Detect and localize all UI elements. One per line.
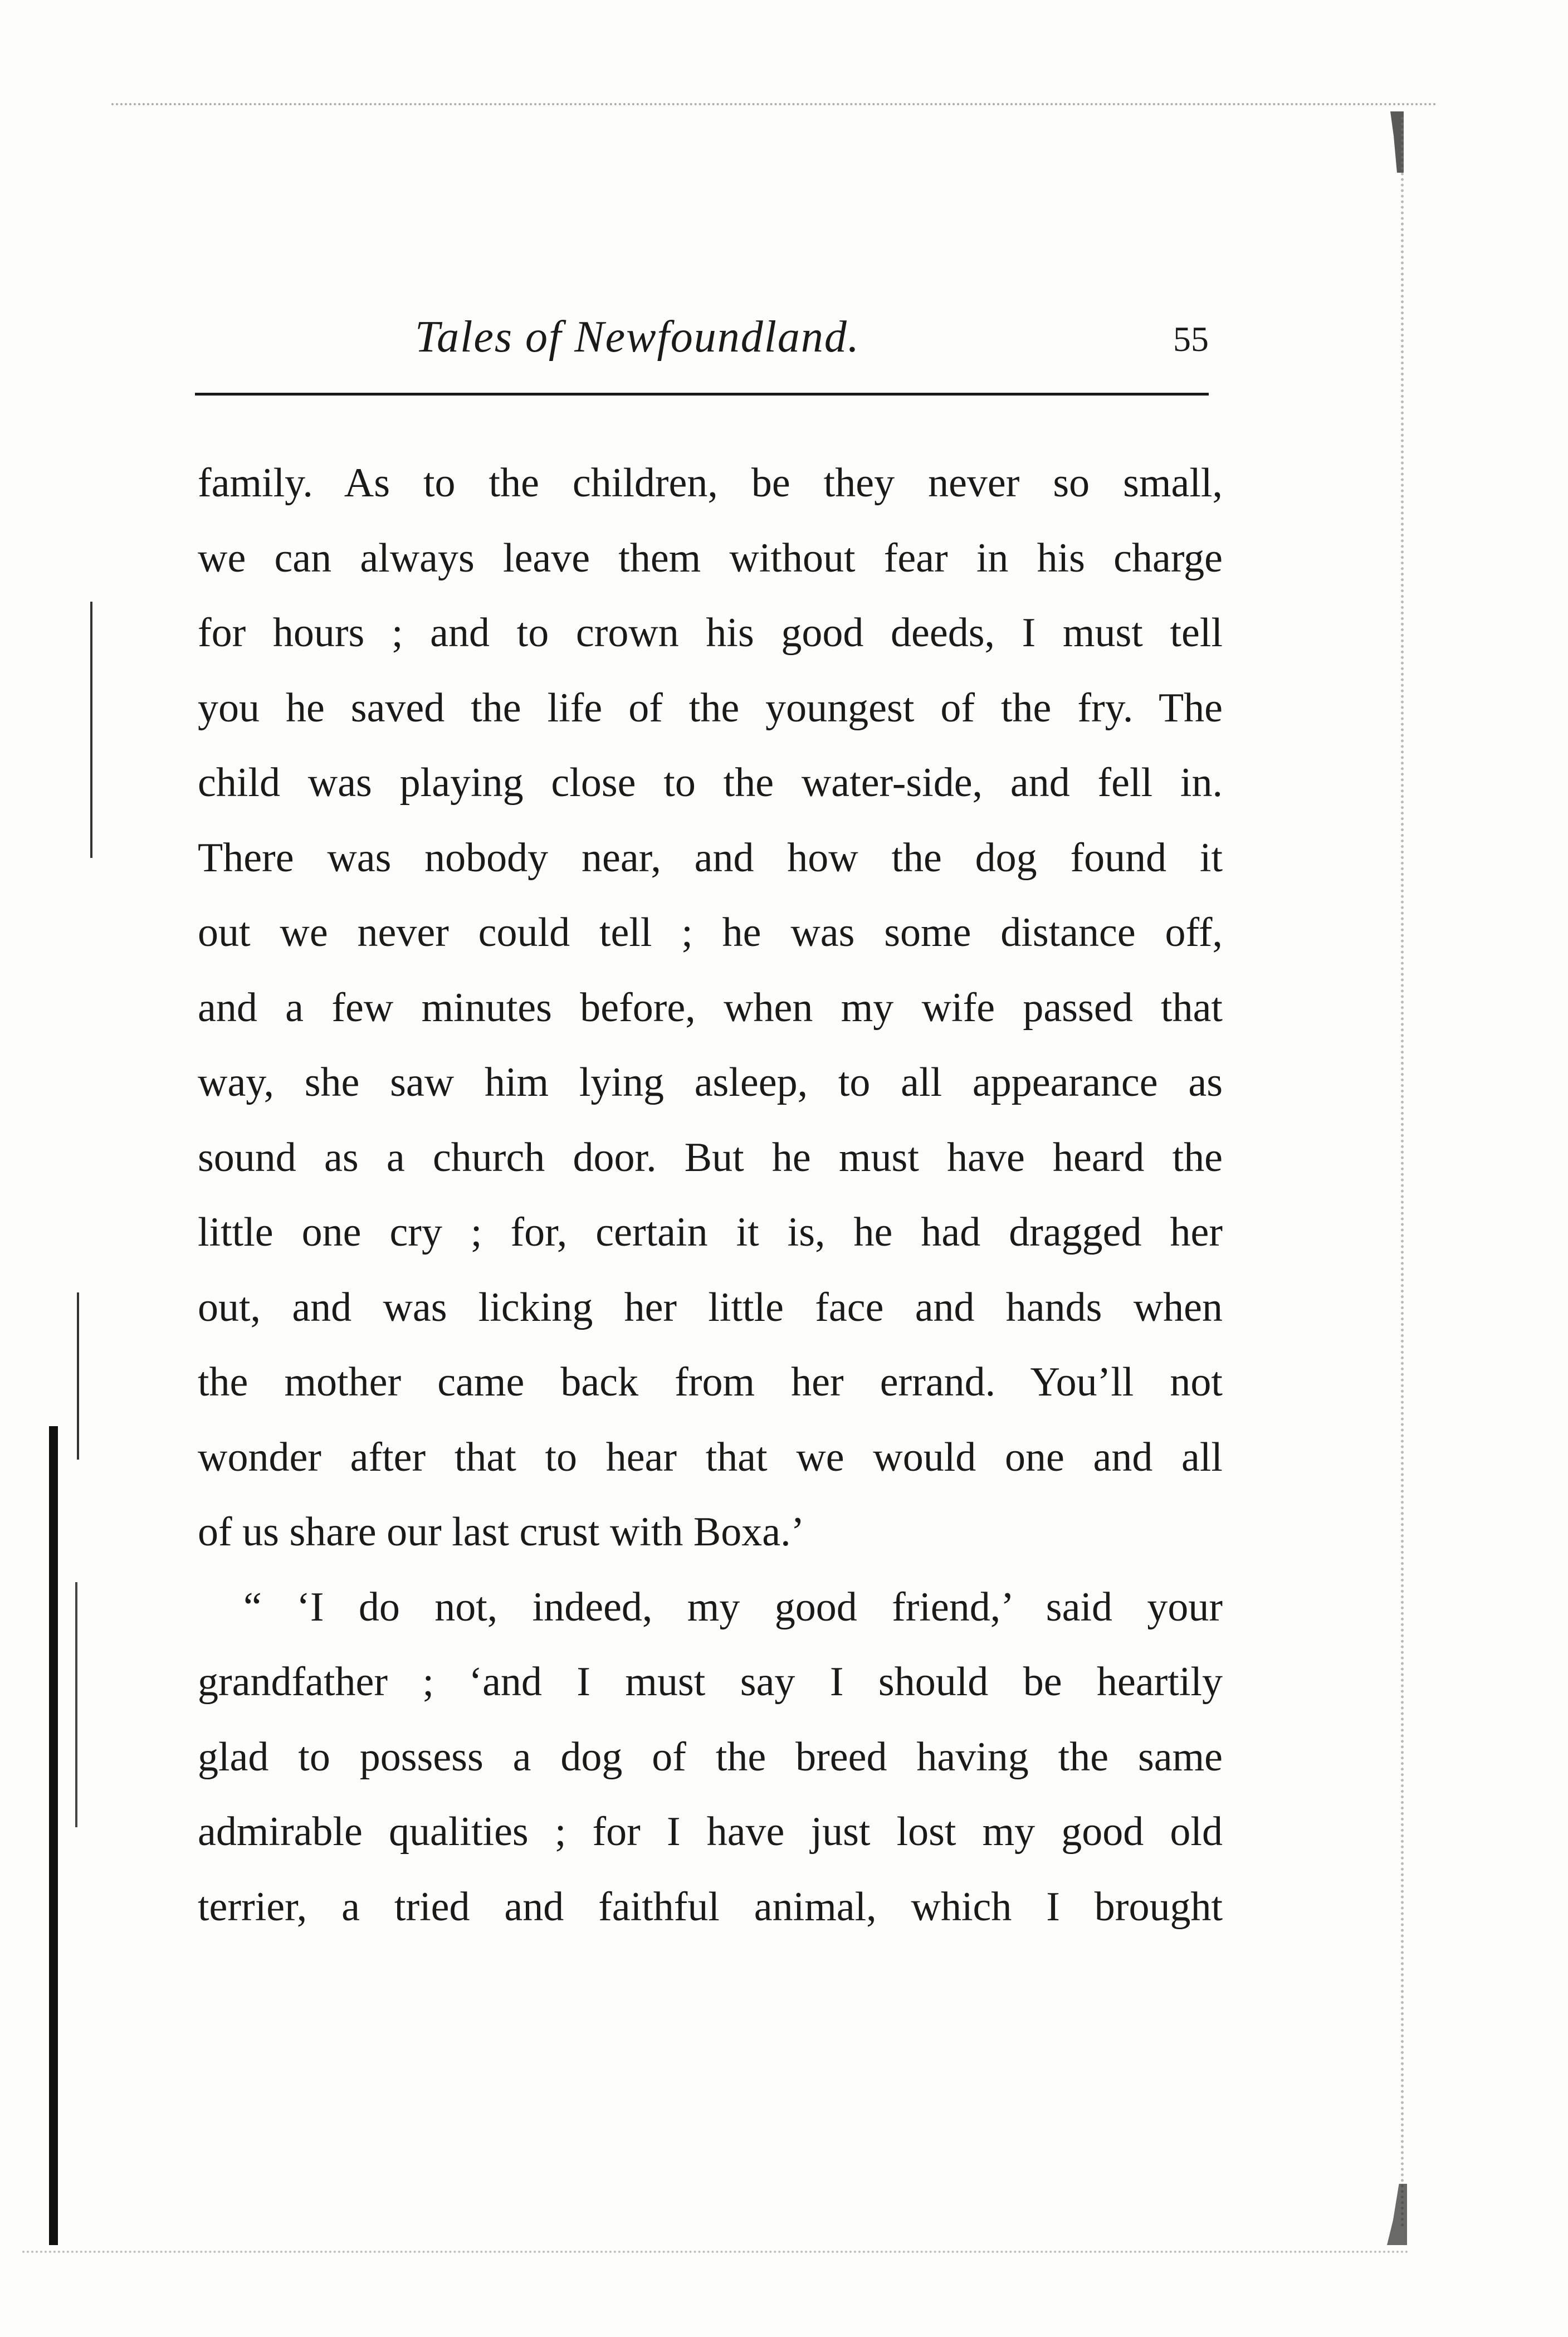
- text-line: child was playing close to the water-side, and fell in.: [198, 760, 1223, 806]
- text-line: “ ‘I do not, indeed, my good friend,’ said your: [243, 1584, 1223, 1630]
- running-header: [195, 290, 1209, 390]
- scan-artifact-left-mark: [90, 602, 92, 858]
- scan-artifact-bottom-corner: [1387, 2184, 1407, 2245]
- scan-artifact-left-mark: [77, 1292, 79, 1460]
- text-line: and a few minutes before, when my wife passed that: [198, 984, 1223, 1031]
- scan-artifact-left-mark: [75, 1582, 77, 1827]
- running-title: Tales of Newfoundland.: [415, 313, 860, 362]
- text-line: the mother came back from her errand. You’ll not: [198, 1359, 1223, 1405]
- header-rule: [195, 393, 1209, 396]
- scan-artifact-right-edge: [1401, 117, 1408, 2228]
- page-number: 55: [1173, 319, 1209, 359]
- text-line: we can always leave them without fear in his charge: [198, 535, 1223, 581]
- text-line: grandfather ; ‘and I must say I should be heartily: [198, 1659, 1223, 1705]
- text-line: family. As to the children, be they never so small,: [198, 460, 1223, 506]
- scan-artifact-left-bar: [49, 1426, 58, 2245]
- text-line: sound as a church door. But he must have heard the: [198, 1134, 1223, 1180]
- text-line: little one cry ; for, certain it is, he had dragged her: [198, 1209, 1223, 1255]
- scan-artifact-top: [111, 103, 1437, 111]
- text-line: of us share our last crust with Boxa.’: [198, 1509, 805, 1555]
- text-line: for hours ; and to crown his good deeds, I must tell: [198, 610, 1223, 656]
- body-text: [198, 446, 1223, 1944]
- text-line: terrier, a tried and faithful animal, which I brought: [198, 1884, 1223, 1930]
- text-line: glad to possess a dog of the breed having the same: [198, 1734, 1223, 1780]
- scan-artifact-corner: [1381, 111, 1404, 173]
- text-line: out we never could tell ; he was some distance off,: [198, 910, 1223, 955]
- text-line: way, she saw him lying asleep, to all appearance as: [198, 1060, 1223, 1105]
- text-line: out, and was licking her little face and hands when: [198, 1284, 1223, 1330]
- text-line: you he saved the life of the youngest of the fry. The: [198, 685, 1223, 731]
- text-line: admirable qualities ; for I have just lost my good old: [198, 1809, 1223, 1855]
- text-line: There was nobody near, and how the dog found it: [198, 835, 1223, 881]
- scan-artifact-bottom: [22, 2251, 1409, 2257]
- text-line: wonder after that to hear that we would one and all: [198, 1434, 1223, 1480]
